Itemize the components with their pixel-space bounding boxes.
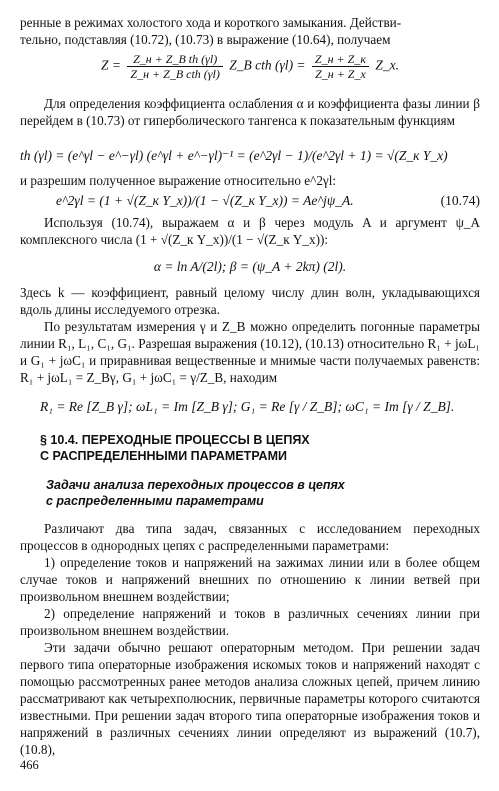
- fraction: $\frac{\text{Z\_н + Z\_B th (γl)}}{\text{Z\_н + Z\_B cth (γl)}}$: [127, 52, 222, 81]
- paragraph: Эти задачи обычно решают операторным методом. При решении задач первого типа операторные изображения искомых токов и напряжений находят с помощью рассмотренных ранее методов анализа сложных цепей, причем линию рассматривают как четырехполюсник, первичные параметры которого считаются известными. При решении задач второго типа операторные изображения токов и напряжений в различных сечениях линии определяют из выражений (10.7), (10.8),: [20, 640, 480, 757]
- formula-10-74: e^2γl = (1 + √(Z_к Y_х))/(1 − √(Z_к Y_х)) = Ae^jψ_A. (10.74): [56, 193, 480, 208]
- list-item: 2) определение напряжений и токов в различных сечениях линии при произвольном внешнем воздействии.: [20, 606, 480, 638]
- formula-line-parameters: R₁ = Re [Z_B γ]; ωL₁ = Im [Z_B γ]; G₁ = Re [γ / Z_B]; ωC₁ = Im [γ / Z_B].: [40, 399, 455, 414]
- formula-alpha-beta: α = ln A/(2l); β = (ψ_A + 2kπ) (2l).: [153, 259, 347, 274]
- paragraph: По результатам измерения γ и Z_B можно определить погонные параметры линии R₁, L₁, C₁, G₁. Разрешая выражения (10.12), (10.13) относительно R₁ + jωL₁ и G₁ + jωC₁ и приравнивая вещественные и мнимые части получаемых равенств: R₁ + jωL₁ = Z_Bγ, G₁ + jωC₁ = γ/Z_B, находим: [20, 319, 480, 385]
- paragraph: Используя (10.74), выражаем α и β через модуль A и аргумент ψ_A комплексного числа (1 + √(Z_к Y_х))/(1 − √(Z_к Y_х)):: [20, 215, 480, 247]
- page-number: 466: [20, 758, 39, 772]
- subsection-title: Задачи анализа переходных процессов в цепях с распределенными параметрами: [46, 478, 345, 508]
- section-title: § 10.4. ПЕРЕХОДНЫЕ ПРОЦЕССЫ В ЦЕПЯХ С РАСПРЕДЕЛЕННЫМИ ПАРАМЕТРАМИ: [40, 433, 310, 463]
- equation-number: (10.74): [440, 193, 480, 208]
- fraction: $\frac{Z\_н + Z\_к}{Z\_н + Z\_х}$: [312, 52, 369, 81]
- formula-input-impedance: [20, 52, 480, 81]
- paragraph: Различают два типа задач, связанных с исследованием переходных процессов в однородных цепях с распределенными параметрами:: [20, 521, 480, 553]
- text-line: тельно, подставляя (10.72), (10.73) в выражение (10.64), получаем: [20, 32, 391, 47]
- list-item: 1) определение токов и напряжений на зажимах линии или в более общем случае токов и напряжений внешних по отношению к линии ветвей при произвольном внешнем воздействии;: [20, 555, 480, 604]
- paragraph: Для определения коэффициента ослабления α и коэффициента фазы линии β перейдем в (10.73) от гиперболического тангенса к показательным функциям: [20, 96, 480, 128]
- formula-mid: Z_B cth (γl) =: [229, 57, 306, 73]
- formula-lhs: Z =: [101, 57, 122, 73]
- formula-th: th (γl) = (e^γl − e^−γl) (e^γl + e^−γl)⁻¹ = (e^2γl − 1)/(e^2γl + 1) = √(Z_к Y_х): [20, 148, 448, 163]
- paragraph: Здесь k — коэффициент, равный целому числу длин волн, укладывающихся вдоль длины исследуемого отрезка.: [20, 285, 480, 317]
- text-line: ренные в режимах холостого хода и короткого замыкания. Действи-: [20, 15, 402, 30]
- paragraph: и разрешим полученное выражение относительно e^2γl:: [20, 173, 337, 188]
- formula-tail: Z_х.: [375, 57, 399, 73]
